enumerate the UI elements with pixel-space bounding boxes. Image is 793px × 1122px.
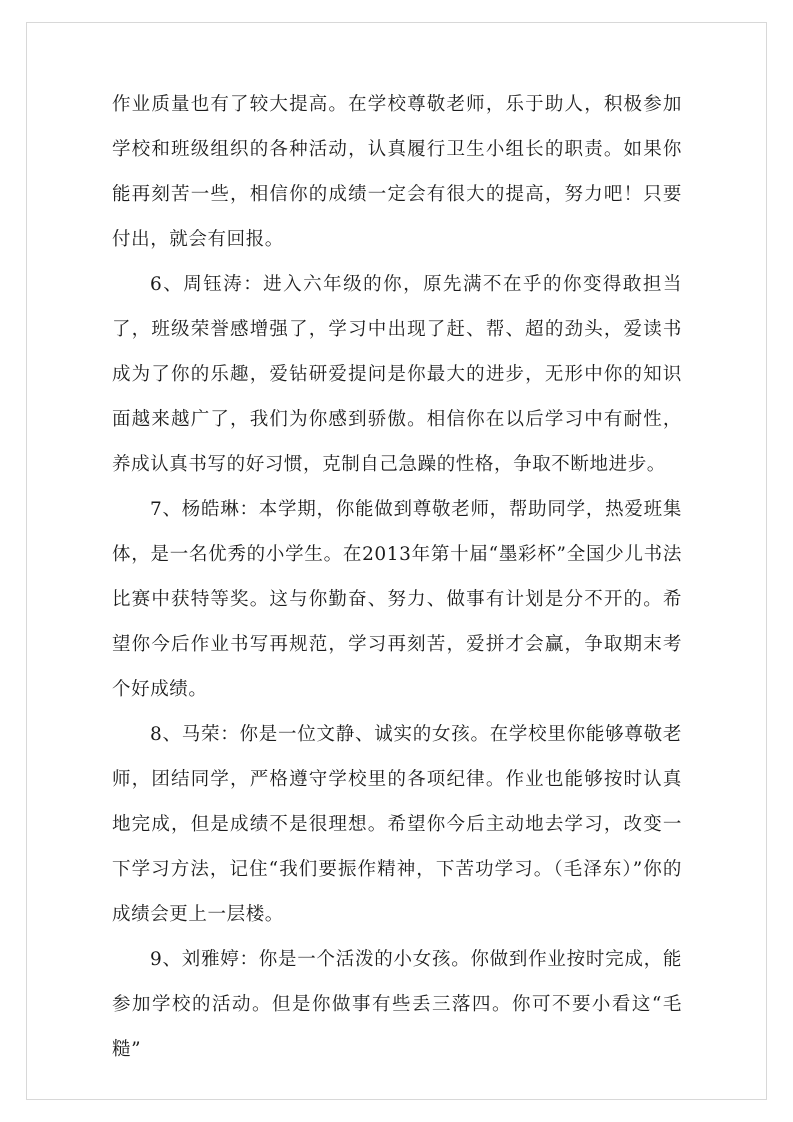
paragraph-7-yang-haolin: 7、杨皓琳：本学期，你能做到尊敬老师，帮助同学，热爱班集体，是一名优秀的小学生。在2013年第十届“墨彩杯”全国少儿书法比赛中获特等奖。这与你勤奋、努力、做事有计划是分不开的。希望你今后作业书写再规范，学习再刻苦，爱拼才会赢，争取期末考个好成绩。 (112, 499, 682, 700)
paragraph-9-liu-yating: 9、刘雅婷：你是一个活泼的小女孩。你做到作业按时完成，能参加学校的活动。但是你做事有些丢三落四。你可不要小看这“毛糙” (112, 949, 682, 1060)
paragraph-continued: 作业质量也有了较大提高。在学校尊敬老师，乐于助人，积极参加学校和班级组织的各种活动，认真履行卫生小组长的职责。如果你能再刻苦一些，相信你的成绩一定会有很大的提高，努力吧！只要付出，就会有回报。 (112, 94, 682, 250)
document-body (112, 82, 682, 1072)
paragraph-6-zhou-yutao: 6、周钰涛：进入六年级的你，原先满不在乎的你变得敢担当了，班级荣誉感增强了，学习中出现了赶、帮、超的劲头，爱读书成为了你的乐趣，爱钻研爱提问是你最大的进步，无形中你的知识面越来越广了，我们为你感到骄傲。相信你在以后学习中有耐性，养成认真书写的好习惯，克制自己急躁的性格，争取不断地进步。 (112, 274, 682, 475)
paragraph-8-ma-rong: 8、马荣：你是一位文静、诚实的女孩。在学校里你能够尊敬老师，团结同学，严格遵守学校里的各项纪律。作业也能够按时认真地完成，但是成绩不是很理想。希望你今后主动地去学习，改变一下学习方法，记住“我们要振作精神，下苦功学习。（毛泽东）”你的成绩会更上一层楼。 (112, 724, 682, 925)
